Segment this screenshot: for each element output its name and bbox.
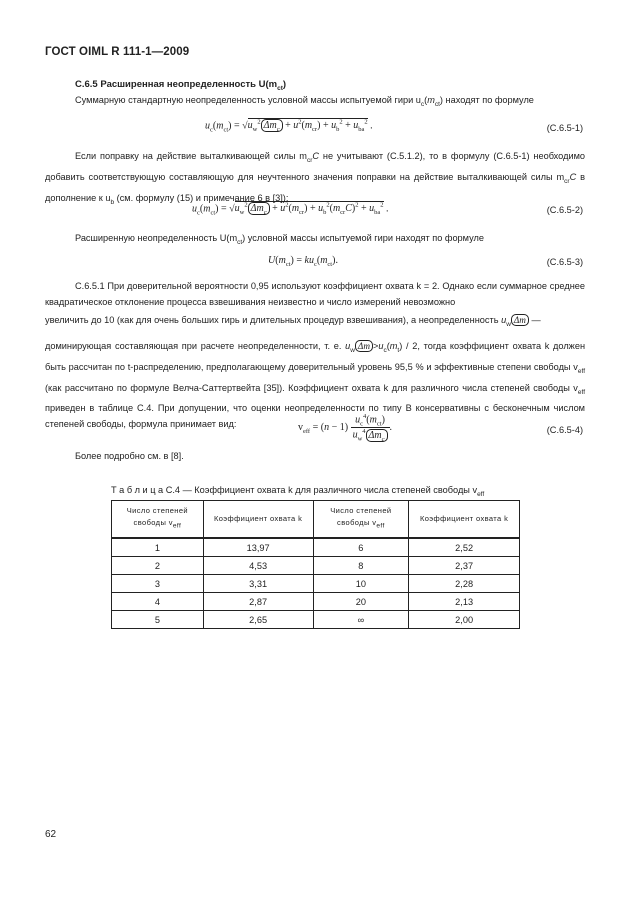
- table-cell: 2,13: [409, 593, 520, 611]
- table-row: [112, 557, 520, 575]
- table-cell: 4: [112, 593, 204, 611]
- table-header-cell: Число степеней свободы $v_{eff}$: [112, 501, 204, 539]
- table-cell: 2,28: [409, 575, 520, 593]
- section-title: С.6.5 Расширенная неопределенность $U(m_{ct})$: [75, 79, 287, 92]
- table-cell: 2,37: [409, 557, 520, 575]
- table-row: [112, 575, 520, 593]
- table-cell: 4,53: [203, 557, 313, 575]
- table-cell: 2,65: [203, 611, 313, 629]
- paragraph-expanded-uncertainty: Расширенную неопределенность $U(m_{ct})$ условной массы испытуемой гири находят по формуле: [75, 233, 484, 246]
- paragraph-combined-uncertainty: Суммарную стандартную неопределенность условной массы испытуемой гири $u_c(m_{ct})$ находят по формуле: [75, 95, 534, 108]
- document-header: ГОСТ OIML R 111-1—2009: [45, 46, 190, 58]
- paragraph-coverage-factor-rest: доминирующая составляющая при расчете неопределенности, т. е. $u_w$ $\Delta m >u_c(m_t) / 2$, тогда коэффициент охвата k должен быть рассчитан по t-распределению, предполагающему доверительный уровень 95,5 % и эффективные степени свободы $v_{eff}$ (как рассчитано по формуле Велча-Саттертвейта [35]). Коэффициент охвата k для различного числа степеней свободы $v_{eff}$ приведен в таблице С.4. При допущении, что оценки неопределенности по типу В консервативны с бесконечным числом степеней свободы, формула принимает вид:: [45, 341, 586, 430]
- coverage-factor-table: [111, 500, 520, 629]
- table-header-cell: Коэффициент охвата k: [409, 501, 520, 539]
- table-cell: 6: [313, 538, 409, 557]
- table-cell: 3: [112, 575, 204, 593]
- equation-number-4: (С.6.5-4): [546, 425, 583, 435]
- paragraph-buoyancy-correction: Если поправку на действие выталкивающей силы $m_{cr}C$ не учитывают (С.5.1.2), то в формулу (С.6.5-1) необходимо добавить соответствующую составляющую для неучтенного значения поправки на действие выталкивающей силы $m_{cr}C$ в дополнение к $u_b$ (см. формулу (15) и примечание 6 в [3]):: [45, 151, 586, 206]
- equation-c653: $U(m_{ct}) = ku_c(m_{ct})$.: [268, 255, 338, 268]
- equation-number-2: (С.6.5-2): [546, 205, 583, 215]
- equation-number-1: (С.6.5-1): [546, 123, 583, 133]
- paragraph-reference: Более подробно см. в [8].: [75, 451, 184, 461]
- table-header-cell: Число степеней свободы $v_{eff}$: [313, 501, 409, 539]
- equation-number-3: (С.6.5-3): [546, 257, 583, 267]
- table-cell: 20: [313, 593, 409, 611]
- table-header-cell: Коэффициент охвата k: [203, 501, 313, 539]
- table-cell: 2,00: [409, 611, 520, 629]
- table-row: [112, 538, 520, 557]
- equation-c651: $u_c(m_{ct}) = √u_w^2$ $\Delta m_c + u^2(m_{cr}) + u_b^2 + u_{ba}^2$ .: [205, 119, 373, 134]
- table-cell: 2,87: [203, 593, 313, 611]
- equation-c654: $v_{eff} = (n - 1)$ $\frac{u_c^4(m_{ct})}{u_w^4 \Delta m_c}$ .: [298, 413, 393, 443]
- table-cell: 2: [112, 557, 204, 575]
- table-cell: 13,97: [203, 538, 313, 557]
- paragraph-coverage-factor-line2: увеличить до 10 (как для очень больших гирь и длительных процедур взвешивания), а неопределенность $u_w$ Δm —: [45, 315, 541, 328]
- table-cell: 2,52: [409, 538, 520, 557]
- table-cell: 10: [313, 575, 409, 593]
- equation-c652: $u_c(m_{ct}) = √u_w^2$ $\Delta m_c + u^2(m_{cr}) + u_b^2(m_{cr}C)^2 + u_{ba}^2$ .: [192, 202, 389, 217]
- table-cell: 3,31: [203, 575, 313, 593]
- table-cell: 8: [313, 557, 409, 575]
- paragraph-coverage-factor: С.6.5.1 При доверительной вероятности 0,95 используют коэффициент охвата k = 2. Однако если суммарное среднее квадратическое отклонение процесса взвешивания неизвестно и число измерений невозможно: [45, 281, 585, 307]
- table-cell: ∞: [313, 611, 409, 629]
- table-row: [112, 593, 520, 611]
- table-caption: Т а б л и ц а С.4 — Коэффициент охвата k для различного числа степеней свободы $v_{eff}$: [111, 485, 485, 498]
- table-cell: 5: [112, 611, 204, 629]
- table-cell: 1: [112, 538, 204, 557]
- page-number: 62: [45, 829, 57, 840]
- table-header-row: [112, 501, 520, 539]
- table-row: [112, 611, 520, 629]
